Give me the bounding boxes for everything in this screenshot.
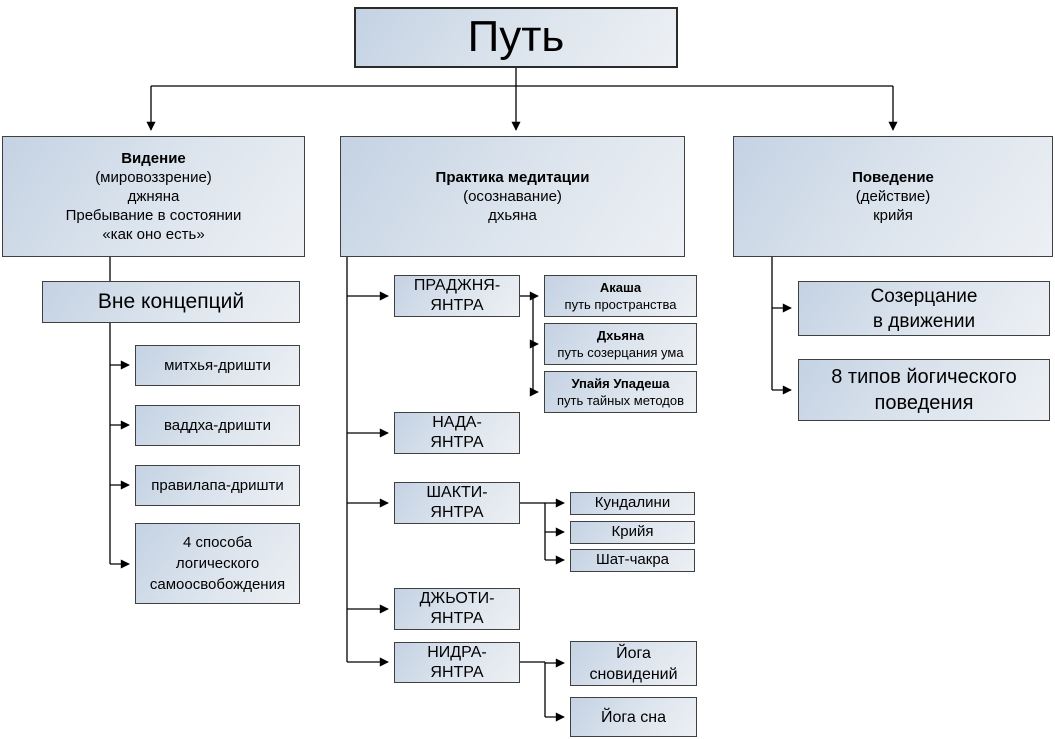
self-liberation-line: самоосвобождения bbox=[149, 576, 286, 593]
self-liberation-node bbox=[135, 523, 300, 604]
mithya-drishti-node bbox=[135, 345, 300, 386]
behavior-line: (действие) bbox=[855, 188, 931, 205]
vaddha-drishti-node bbox=[135, 405, 300, 446]
kriya-node bbox=[570, 521, 695, 544]
upaya-subtitle: путь тайных методов bbox=[556, 393, 685, 408]
drishti-label: правилапа-дришти bbox=[151, 476, 284, 494]
yantra-line: ШАКТИ- bbox=[426, 484, 488, 501]
drishti-label: митхья-дришти bbox=[164, 356, 271, 374]
contemplation-line: в движении bbox=[872, 310, 976, 332]
dream-yoga-node bbox=[570, 641, 697, 686]
meditation-line: дхьяна bbox=[488, 207, 537, 224]
dhyana-node bbox=[544, 323, 697, 365]
shakti-child-label: Кундалини bbox=[594, 494, 671, 512]
pradzhnya-yantra-node bbox=[394, 275, 520, 317]
drishti-label: ваддха-дришти bbox=[163, 416, 272, 434]
upaya-upadesha-node bbox=[544, 371, 697, 413]
vision-branch-node bbox=[2, 136, 305, 257]
vision-line: (мировоззрение) bbox=[95, 169, 212, 186]
dhyana-title: Дхьяна bbox=[596, 328, 645, 343]
nidra-yantra-node bbox=[394, 642, 520, 683]
sleep-yoga-node bbox=[570, 697, 697, 737]
upaya-title: Упайя Упадеша bbox=[571, 376, 670, 391]
self-liberation-line: логического bbox=[175, 555, 260, 572]
dhyana-subtitle: путь созерцания ума bbox=[557, 345, 684, 360]
shakti-yantra-node bbox=[394, 482, 520, 524]
beyond-concepts-node bbox=[42, 281, 300, 323]
meditation-branch-node bbox=[340, 136, 685, 257]
meditation-title: Практика медитации bbox=[435, 169, 590, 186]
yantra-line: ЯНТРА bbox=[430, 297, 484, 314]
akasha-node bbox=[544, 275, 697, 317]
dream-yoga-line: сновидений bbox=[589, 665, 678, 683]
shakti-child-label: Шат-чакра bbox=[595, 551, 670, 569]
nada-yantra-node bbox=[394, 412, 520, 454]
yantra-line: НАДА- bbox=[432, 414, 482, 431]
beyond-concepts-label: Вне концепций bbox=[97, 290, 245, 314]
pravilapa-drishti-node bbox=[135, 465, 300, 506]
yantra-line: ДЖЬОТИ- bbox=[419, 590, 495, 607]
behavior-line: крийя bbox=[873, 207, 913, 224]
yantra-line: НИДРА- bbox=[427, 643, 487, 661]
vision-line: джняна bbox=[127, 188, 180, 205]
meditation-line: (осознавание) bbox=[463, 188, 562, 205]
yantra-line: ЯНТРА bbox=[430, 610, 484, 627]
contemplation-in-motion-node bbox=[798, 281, 1050, 336]
akasha-title: Акаша bbox=[599, 280, 642, 295]
vision-line: «как оно есть» bbox=[102, 226, 205, 243]
eight-types-line: 8 типов йогического bbox=[831, 366, 1017, 388]
yantra-line: ПРАДЖНЯ- bbox=[413, 277, 501, 294]
sleep-yoga-line: Йога сна bbox=[601, 708, 666, 726]
dream-yoga-line: Йога bbox=[616, 644, 651, 662]
behavior-branch-node bbox=[733, 136, 1053, 257]
vision-line: Пребывание в состоянии bbox=[65, 207, 242, 224]
root-node bbox=[354, 7, 678, 68]
behavior-title: Поведение bbox=[852, 169, 934, 186]
akasha-subtitle: путь пространства bbox=[564, 297, 677, 312]
eight-types-line: поведения bbox=[874, 392, 974, 414]
eight-types-node bbox=[798, 359, 1050, 421]
kundalini-node bbox=[570, 492, 695, 515]
yantra-line: ЯНТРА bbox=[430, 434, 484, 451]
dzhoti-yantra-node bbox=[394, 588, 520, 630]
shakti-child-label: Крийя bbox=[611, 523, 654, 541]
contemplation-line: Созерцание bbox=[870, 285, 978, 307]
yantra-line: ЯНТРА bbox=[430, 504, 484, 521]
self-liberation-line: 4 способа bbox=[182, 534, 253, 551]
shat-chakra-node bbox=[570, 549, 695, 572]
yantra-line: ЯНТРА bbox=[430, 663, 484, 681]
root-label: Путь bbox=[467, 12, 565, 62]
vision-title: Видение bbox=[121, 150, 186, 167]
